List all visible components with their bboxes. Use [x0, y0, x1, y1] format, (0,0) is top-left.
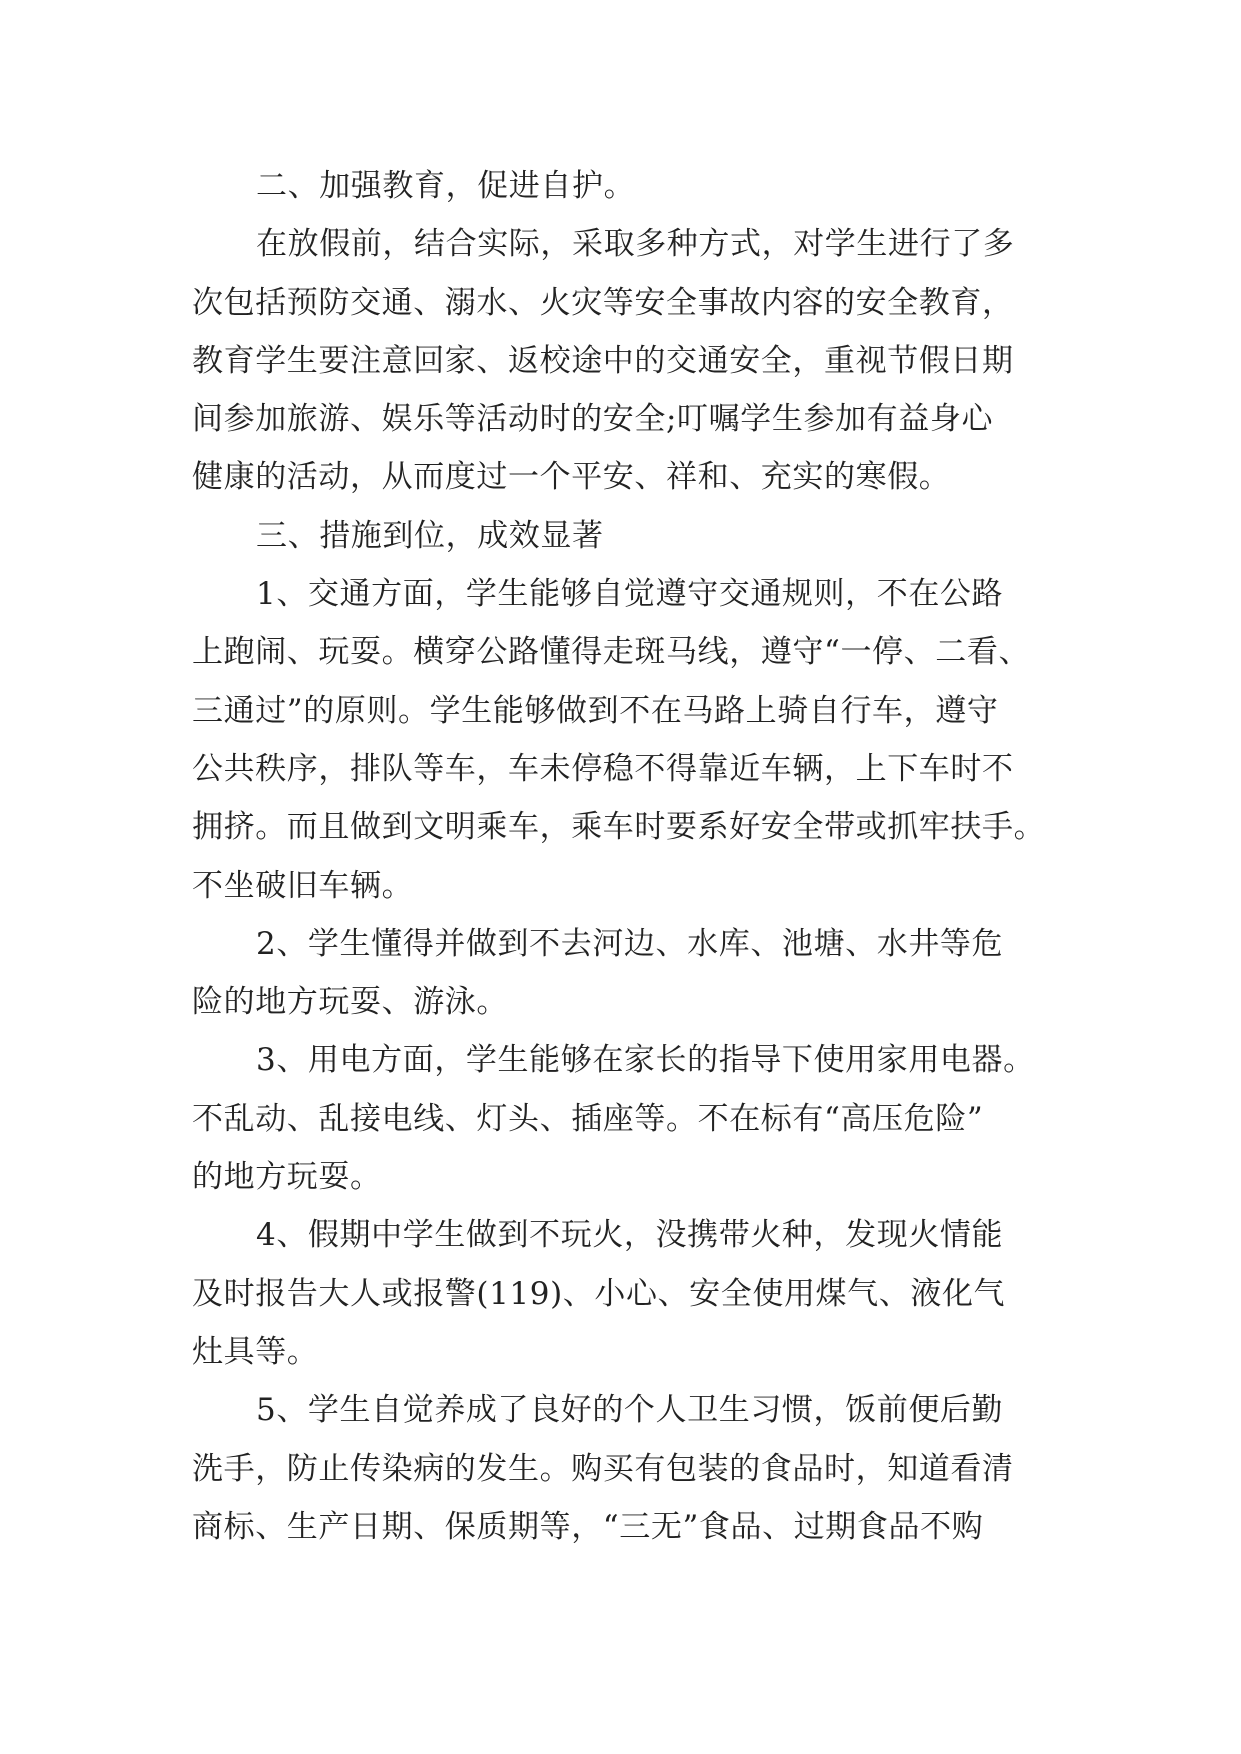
text-line: 3、用电方面，学生能够在家长的指导下使用家用电器。 — [256, 1042, 1035, 1079]
text-line: 2、学生懂得并做到不去河边、水库、池塘、水井等危 — [256, 925, 1004, 962]
text-line: 的地方玩耍。 — [192, 1159, 382, 1196]
text-line: 4、假期中学生做到不玩火，没携带火种，发现火情能 — [256, 1217, 1004, 1254]
text-line: 次包括预防交通、溺水、火灾等安全事故内容的安全教育， — [192, 284, 1014, 321]
text-line: 不坐破旧车辆。 — [192, 867, 414, 904]
text-line: 灶具等。 — [192, 1333, 319, 1370]
text-line: 上跑闹、玩耍。横穿公路懂得走斑马线，遵守“一停、二看、 — [192, 634, 1031, 671]
text-line: 洗手，防止传染病的发生。购买有包装的食品时，知道看清 — [192, 1450, 1014, 1487]
text-line: 5、学生自觉养成了良好的个人卫生习惯，饭前便后勤 — [256, 1392, 1004, 1429]
text-line: 1、交通方面，学生能够自觉遵守交通规则，不在公路 — [256, 576, 1004, 613]
text-line: 三通过”的原则。学生能够做到不在马路上骑自行车，遵守 — [192, 692, 999, 729]
text-line: 三、措施到位，成效显著 — [256, 517, 604, 554]
text-line: 拥挤。而且做到文明乘车，乘车时要系好安全带或抓牢扶手。 — [192, 809, 1046, 846]
text-line: 教育学生要注意回家、返校途中的交通安全，重视节假日期 — [192, 342, 1014, 379]
text-line: 在放假前，结合实际，采取多种方式，对学生进行了多 — [256, 226, 1015, 263]
text-line: 商标、生产日期、保质期等，“三无”食品、过期食品不购 — [192, 1508, 984, 1545]
document-body — [192, 157, 1052, 1556]
text-line: 二、加强教育，促进自护。 — [256, 168, 636, 204]
text-line: 公共秩序，排队等车，车未停稳不得靠近车辆，上下车时不 — [192, 750, 1014, 787]
text-line: 险的地方玩耍、游泳。 — [192, 984, 508, 1021]
text-line: 及时报告大人或报警(119)、小心、安全使用煤气、液化气 — [192, 1275, 1006, 1312]
text-line: 健康的活动，从而度过一个平安、祥和、充实的寒假。 — [192, 459, 951, 496]
text-line: 不乱动、乱接电线、灯头、插座等。不在标有“高压危险” — [192, 1100, 984, 1137]
text-line: 间参加旅游、娱乐等活动时的安全;叮嘱学生参加有益身心 — [192, 401, 994, 438]
